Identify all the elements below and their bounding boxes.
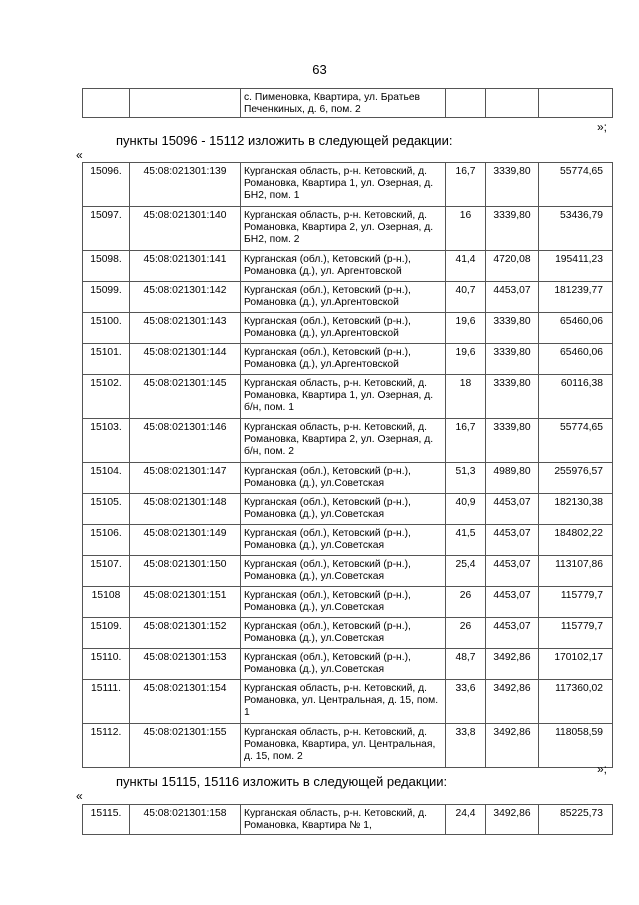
- cell-cost: 55774,65: [539, 419, 613, 463]
- table-continuation: [82, 88, 613, 118]
- cell-cost: 85225,73: [539, 805, 613, 835]
- cell-cadastral: 45:08:021301:154: [130, 680, 241, 724]
- cell-number: 15115.: [83, 805, 130, 835]
- cell-number: 15106.: [83, 525, 130, 556]
- table-row: [83, 313, 613, 344]
- cell-number: 15097.: [83, 207, 130, 251]
- cell-address: Курганская область, р-н. Кетовский, д. Романовка, Квартира, ул. Центральная, д. 15, пом. 2: [241, 724, 446, 768]
- cell-rate: 4453,07: [486, 525, 539, 556]
- cell-cadastral: [130, 89, 241, 118]
- cell-cost: 255976,57: [539, 463, 613, 494]
- cell-number: 15102.: [83, 375, 130, 419]
- cell-area: 40,9: [446, 494, 486, 525]
- cell-number: 15104.: [83, 463, 130, 494]
- cell-area: 19,6: [446, 313, 486, 344]
- cell-number: 15105.: [83, 494, 130, 525]
- cell-cadastral: 45:08:021301:143: [130, 313, 241, 344]
- opening-quote: «: [76, 789, 83, 803]
- cell-address: Курганская (обл.), Кетовский (р-н.), Романовка (д.), ул. Аргентовской: [241, 251, 446, 282]
- cell-rate: 3492,86: [486, 649, 539, 680]
- cell-cost: 55774,65: [539, 163, 613, 207]
- table-row: [83, 375, 613, 419]
- cell-area: 16,7: [446, 419, 486, 463]
- cell-cadastral: 45:08:021301:144: [130, 344, 241, 375]
- cell-cadastral: 45:08:021301:151: [130, 587, 241, 618]
- cell-address: Курганская (обл.), Кетовский (р-н.), Романовка (д.), ул.Советская: [241, 463, 446, 494]
- cell-area: 16: [446, 207, 486, 251]
- cell-area: 41,4: [446, 251, 486, 282]
- cell-rate: [486, 89, 539, 118]
- cell-rate: 3339,80: [486, 313, 539, 344]
- cell-number: 15112.: [83, 724, 130, 768]
- table-row: [83, 724, 613, 768]
- page-number: 63: [312, 62, 327, 77]
- cell-cadastral: 45:08:021301:146: [130, 419, 241, 463]
- closing-quote: »;: [597, 120, 608, 134]
- table-row: [83, 251, 613, 282]
- cell-cost: 117360,02: [539, 680, 613, 724]
- cell-rate: 3339,80: [486, 419, 539, 463]
- cell-cost: 115779,7: [539, 587, 613, 618]
- cell-number: 15096.: [83, 163, 130, 207]
- opening-quote: «: [76, 148, 83, 162]
- cell-cadastral: 45:08:021301:145: [130, 375, 241, 419]
- cell-number: 15110.: [83, 649, 130, 680]
- cell-cadastral: 45:08:021301:152: [130, 618, 241, 649]
- instruction-text: пункты 15096 - 15112 изложить в следующей редакции:: [116, 133, 453, 148]
- cell-cadastral: 45:08:021301:153: [130, 649, 241, 680]
- cell-area: [446, 89, 486, 118]
- cell-rate: 4453,07: [486, 618, 539, 649]
- cell-address: Курганская (обл.), Кетовский (р-н.), Романовка (д.), ул.Советская: [241, 649, 446, 680]
- cell-area: 33,8: [446, 724, 486, 768]
- cell-cost: 182130,38: [539, 494, 613, 525]
- cell-number: 15103.: [83, 419, 130, 463]
- cell-number: 15109.: [83, 618, 130, 649]
- table-row: [83, 525, 613, 556]
- cell-number: 15108: [83, 587, 130, 618]
- cell-area: 16,7: [446, 163, 486, 207]
- cell-rate: 3339,80: [486, 375, 539, 419]
- cell-address: Курганская область, р-н. Кетовский, д. Романовка, Квартира 2, ул. Озерная, д. б/н, пом. 2: [241, 419, 446, 463]
- cell-area: 18: [446, 375, 486, 419]
- table-row: [83, 344, 613, 375]
- cell-address: с. Пименовка, Квартира, ул. Братьев Печенкиных, д. 6, пом. 2: [241, 89, 446, 118]
- table-row: [83, 618, 613, 649]
- cell-rate: 4453,07: [486, 494, 539, 525]
- cell-address: Курганская область, р-н. Кетовский, д. Романовка, Квартира № 1,: [241, 805, 446, 835]
- cell-number: 15099.: [83, 282, 130, 313]
- cell-area: 19,6: [446, 344, 486, 375]
- cell-number: 15100.: [83, 313, 130, 344]
- cell-cost: 65460,06: [539, 313, 613, 344]
- cell-number: [83, 89, 130, 118]
- cell-address: Курганская область, р-н. Кетовский, д. Романовка, Квартира 1, ул. Озерная, д. БН2, пом. 1: [241, 163, 446, 207]
- cell-rate: 3339,80: [486, 163, 539, 207]
- cell-area: 48,7: [446, 649, 486, 680]
- cell-cost: 118058,59: [539, 724, 613, 768]
- cell-rate: 3339,80: [486, 207, 539, 251]
- cell-cadastral: 45:08:021301:158: [130, 805, 241, 835]
- cell-rate: 4453,07: [486, 587, 539, 618]
- cell-rate: 4453,07: [486, 282, 539, 313]
- cell-number: 15101.: [83, 344, 130, 375]
- cell-cadastral: 45:08:021301:149: [130, 525, 241, 556]
- cell-rate: 3492,86: [486, 724, 539, 768]
- table-row: [83, 463, 613, 494]
- cell-address: Курганская область, р-н. Кетовский, д. Романовка, Квартира 2, ул. Озерная, д. БН2, пом. 2: [241, 207, 446, 251]
- cell-cadastral: 45:08:021301:142: [130, 282, 241, 313]
- cell-number: 15111.: [83, 680, 130, 724]
- cell-number: 15098.: [83, 251, 130, 282]
- cell-address: Курганская (обл.), Кетовский (р-н.), Романовка (д.), ул.Советская: [241, 618, 446, 649]
- table-row: [83, 556, 613, 587]
- cell-cadastral: 45:08:021301:150: [130, 556, 241, 587]
- closing-quote: »;: [597, 762, 608, 776]
- cell-cadastral: 45:08:021301:140: [130, 207, 241, 251]
- table-row: [83, 587, 613, 618]
- cell-area: 24,4: [446, 805, 486, 835]
- table-items-15115-15116: [82, 804, 613, 835]
- table-row: [83, 494, 613, 525]
- cell-address: Курганская область, р-н. Кетовский, д. Романовка, Квартира 1, ул. Озерная, д. б/н, пом. 1: [241, 375, 446, 419]
- cell-cadastral: 45:08:021301:155: [130, 724, 241, 768]
- cell-rate: 3492,86: [486, 805, 539, 835]
- cell-address: Курганская (обл.), Кетовский (р-н.), Романовка (д.), ул.Советская: [241, 494, 446, 525]
- cell-number: 15107.: [83, 556, 130, 587]
- table-row: [83, 680, 613, 724]
- cell-area: 51,3: [446, 463, 486, 494]
- cell-area: 26: [446, 587, 486, 618]
- table-row: [83, 207, 613, 251]
- cell-address: Курганская (обл.), Кетовский (р-н.), Романовка (д.), ул.Советская: [241, 556, 446, 587]
- cell-cost: 184802,22: [539, 525, 613, 556]
- cell-address: Курганская (обл.), Кетовский (р-н.), Романовка (д.), ул.Советская: [241, 525, 446, 556]
- cell-rate: 3339,80: [486, 344, 539, 375]
- cell-cost: 113107,86: [539, 556, 613, 587]
- cell-cost: 53436,79: [539, 207, 613, 251]
- cell-area: 40,7: [446, 282, 486, 313]
- cell-rate: 4989,80: [486, 463, 539, 494]
- cell-area: 26: [446, 618, 486, 649]
- table-row: [83, 89, 613, 118]
- table-row: [83, 163, 613, 207]
- cell-cost: [539, 89, 613, 118]
- cell-cadastral: 45:08:021301:147: [130, 463, 241, 494]
- table-row: [83, 805, 613, 835]
- cell-address: Курганская (обл.), Кетовский (р-н.), Романовка (д.), ул.Аргентовской: [241, 344, 446, 375]
- cell-cadastral: 45:08:021301:139: [130, 163, 241, 207]
- cell-rate: 4720,08: [486, 251, 539, 282]
- cell-cost: 195411,23: [539, 251, 613, 282]
- cell-cadastral: 45:08:021301:148: [130, 494, 241, 525]
- cell-area: 25,4: [446, 556, 486, 587]
- table-row: [83, 419, 613, 463]
- cell-cost: 170102,17: [539, 649, 613, 680]
- cell-cadastral: 45:08:021301:141: [130, 251, 241, 282]
- instruction-text: пункты 15115, 15116 изложить в следующей редакции:: [116, 774, 448, 789]
- cell-address: Курганская область, р-н. Кетовский, д. Романовка, ул. Центральная, д. 15, пом. 1: [241, 680, 446, 724]
- cell-cost: 65460,06: [539, 344, 613, 375]
- cell-address: Курганская (обл.), Кетовский (р-н.), Романовка (д.), ул.Аргентовской: [241, 313, 446, 344]
- cell-area: 33,6: [446, 680, 486, 724]
- cell-address: Курганская (обл.), Кетовский (р-н.), Романовка (д.), ул.Аргентовской: [241, 282, 446, 313]
- table-row: [83, 649, 613, 680]
- cell-cost: 181239,77: [539, 282, 613, 313]
- cell-address: Курганская (обл.), Кетовский (р-н.), Романовка (д.), ул.Советская: [241, 587, 446, 618]
- cell-cost: 115779,7: [539, 618, 613, 649]
- table-items-15096-15112: [82, 162, 613, 768]
- cell-rate: 3492,86: [486, 680, 539, 724]
- cell-rate: 4453,07: [486, 556, 539, 587]
- table-row: [83, 282, 613, 313]
- cell-cost: 60116,38: [539, 375, 613, 419]
- cell-area: 41,5: [446, 525, 486, 556]
